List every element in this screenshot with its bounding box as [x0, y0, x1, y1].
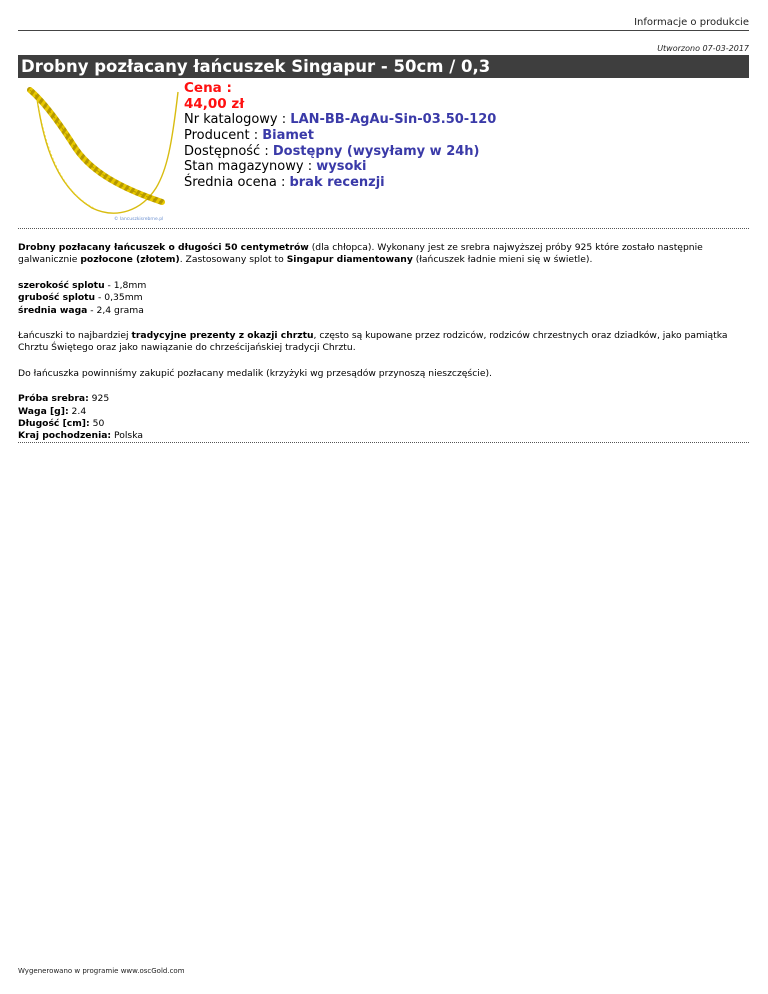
stock-value: wysoki	[316, 159, 367, 175]
document-header-title: Informacje o produkcie	[634, 17, 749, 28]
attr-country-label: Kraj pochodzenia:	[18, 430, 112, 442]
description-tradition	[18, 330, 749, 355]
intro-bold-1: Drobny pozłacany łańcuszek o długości 50 centymetrów	[18, 242, 309, 253]
catalog-label: Nr katalogowy :	[184, 112, 291, 127]
attr-weight-value: 2.4	[68, 405, 87, 417]
price-value: 44,00 zł	[184, 96, 245, 112]
intro-bold-2: pozłocone (złotem)	[80, 254, 180, 266]
header-divider	[18, 30, 749, 31]
image-watermark: © lancuszkisrebrne.pl	[114, 217, 164, 222]
attr-silver-value: 925	[88, 393, 110, 405]
description-medal-note: Do łańcuszka powinniśmy zakupić pozłacany medalik (krzyżyki wg przesądów przynoszą nieszczęście).	[18, 367, 492, 379]
catalog-row	[184, 112, 496, 128]
attr-country-value: Polska	[111, 430, 143, 442]
producer-value: Biamet	[262, 127, 314, 143]
attr-length-label: Długość [cm]:	[18, 418, 90, 430]
spec-thickness-label: grubość splotu	[18, 292, 96, 304]
product-image	[22, 84, 182, 224]
section-divider-bottom	[18, 442, 749, 443]
rating-label: Średnia ocena :	[184, 175, 290, 191]
producer-label: Producent :	[184, 127, 263, 143]
product-info	[184, 80, 496, 191]
product-title: Drobny pozłacany łańcuszek Singapur - 50cm / 0,3	[21, 57, 491, 76]
created-date: Utworzono 07-03-2017	[657, 44, 749, 53]
spec-weight-label: średnia waga	[18, 304, 88, 316]
stock-label: Stan magazynowy :	[184, 159, 317, 175]
description-intro	[18, 242, 749, 267]
catalog-value: LAN-BB-AgAu-Sin-03.50-120	[290, 112, 497, 127]
producer-row	[184, 128, 496, 144]
tradition-text-2: , często są kupowane przez rodziców, rodziców chrzestnych oraz dziadków, jako pamiątka Chrztu Świętego oraz jako nawiązanie do chrześcijańskiej tradycji Chrztu.	[18, 330, 728, 354]
rating-row	[184, 175, 496, 191]
footer-generator: Wygenerowano w programie www.oscGold.com	[18, 967, 185, 975]
product-description	[18, 242, 749, 443]
spec-list	[18, 280, 749, 317]
intro-bold-3: Singapur diamentowany	[286, 254, 413, 266]
price-label: Cena :	[184, 80, 232, 96]
attributes-list	[18, 393, 749, 443]
availability-row	[184, 144, 496, 160]
rating-value: brak recenzji	[289, 175, 385, 191]
gold-chain-image	[22, 84, 182, 224]
intro-text-2: . Zastosowany splot to	[179, 254, 287, 266]
intro-text-3: (łańcuszek ładnie mieni się w świetle).	[412, 254, 593, 266]
attr-weight-label: Waga [g]:	[18, 405, 69, 417]
spec-weight-value: - 2,4 grama	[87, 304, 144, 316]
availability-value: Dostępny (wysyłamy w 24h)	[272, 143, 480, 159]
product-title-bar	[18, 55, 749, 78]
stock-row	[184, 159, 496, 175]
spec-width-value: - 1,8mm	[104, 279, 147, 291]
tradition-bold: tradycyjne prezenty z okazji chrztu	[131, 330, 314, 342]
section-divider-top	[18, 228, 749, 229]
intro-text-1: (dla chłopca). Wykonany jest ze srebra najwyższej próby 925 które zostało następnie galwanicznie	[18, 242, 703, 266]
spec-width-label: szerokość splotu	[18, 279, 105, 291]
attr-silver-label: Próba srebra:	[18, 393, 89, 405]
spec-thickness-value: - 0,35mm	[95, 292, 143, 304]
availability-label: Dostępność :	[184, 143, 273, 159]
tradition-text-1: Łańcuszki to najbardziej	[18, 330, 132, 342]
attr-length-value: 50	[89, 418, 105, 430]
